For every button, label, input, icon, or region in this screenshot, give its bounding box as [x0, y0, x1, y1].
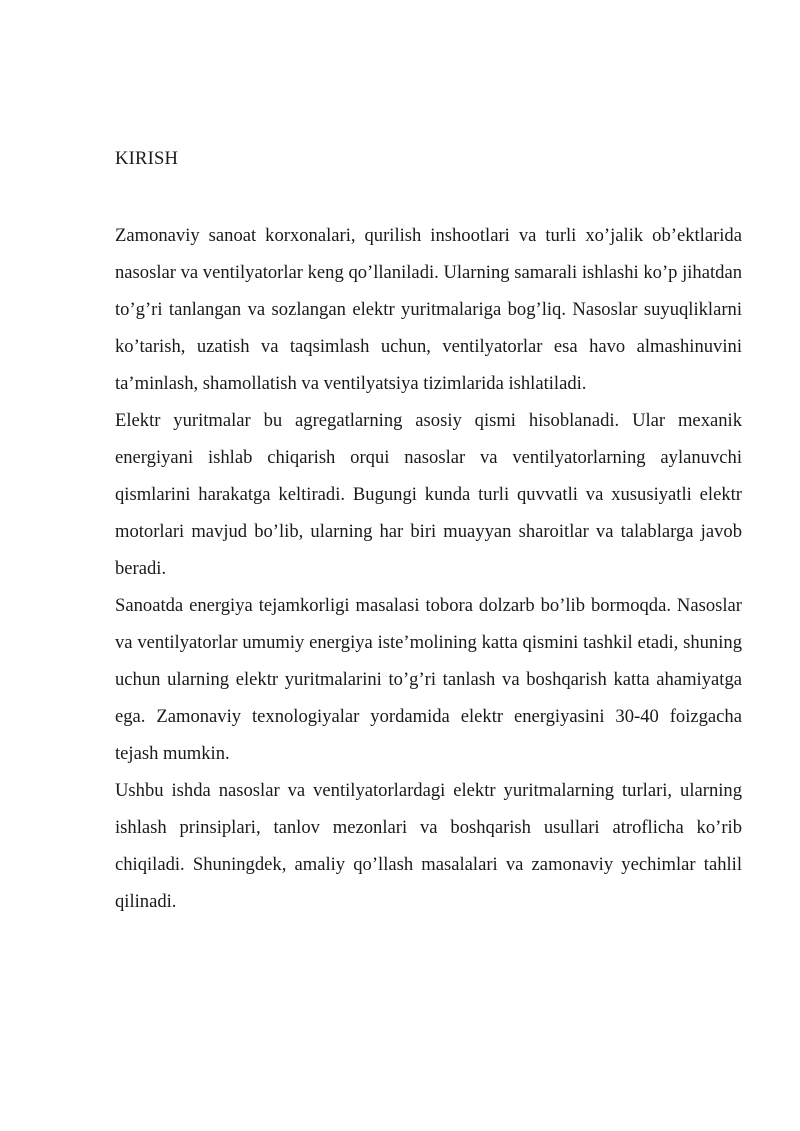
document-body	[115, 143, 742, 920]
paragraph-4: Ushbu ishda nasoslar va ventilyatorlardagi elektr yuritmalarning turlari, ularning ishlash prinsiplari, tanlov mezonlari va boshqarish usullari atroflicha ko’rib chiqiladi. Shuningdek, amaliy qo’llash masalalari va zamonaviy yechimlar tahlil qilinadi.	[115, 780, 742, 912]
section-heading: KIRISH	[115, 148, 179, 169]
paragraph-3: Sanoatda energiya tejamkorligi masalasi tobora dolzarb bo’lib bormoqda. Nasoslar va ventilyatorlar umumiy energiya iste’molining katta qismini tashkil etadi, shuning uchun ularning elektr yuritmalarini to’g’ri tanlash va boshqarish katta ahamiyatga ega. Zamonaviy texnologiyalar yordamida elektr energiyasini 30-40 foizgacha tejash mumkin.	[115, 595, 742, 764]
heading-spacer	[115, 174, 742, 217]
paragraph-2: Elektr yuritmalar bu agregatlarning asosiy qismi hisoblanadi. Ular mexanik energiyani ishlab chiqarish orqui nasoslar va ventilyatorlarning aylanuvchi qismlarini harakatga keltiradi. Bugungi kunda turli quvvatli va xususiyatli elektr motorlari mavjud bo’lib, ularning har biri muayyan sharoitlar va talablarga javob beradi.	[115, 410, 742, 579]
paragraph-1: Zamonaviy sanoat korxonalari, qurilish inshootlari va turli xo’jalik ob’ektlarida nasoslar va ventilyatorlar keng qo’llaniladi. Ularning samarali ishlashi ko’p jihatdan to’g’ri tanlangan va sozlangan elektr yuritmalariga bog’liq. Nasoslar suyuqliklarni ko’tarish, uzatish va taqsimlash uchun, ventilyatorlar esa havo almashinuvini ta’minlash, shamollatish va ventilyatsiya tizimlarida ishlatiladi.	[115, 225, 742, 394]
